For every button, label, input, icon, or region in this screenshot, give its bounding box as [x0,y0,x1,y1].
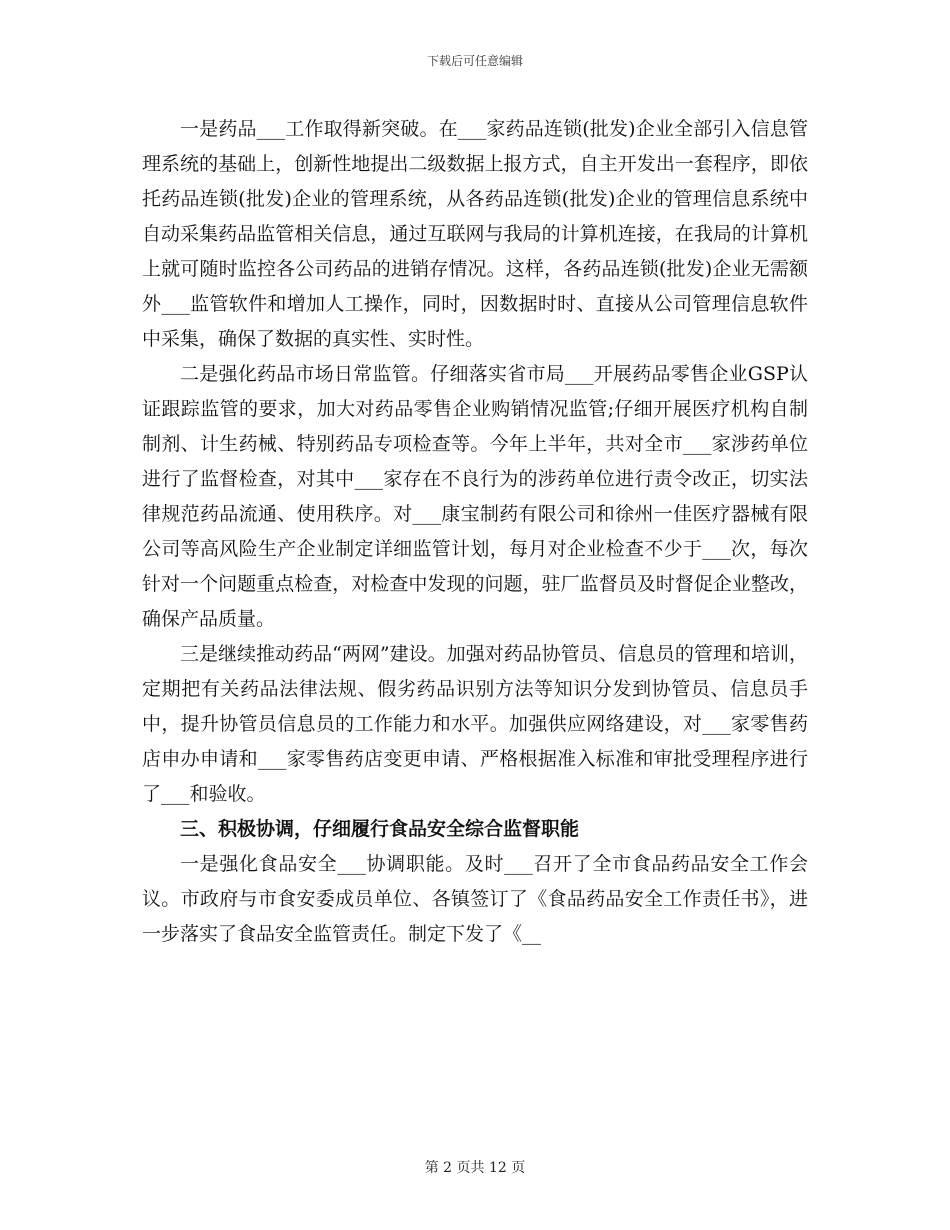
paragraph-drug-info-system: 一是药品___工作取得新突破。在___家药品连锁(批发)企业全部引入信息管理系统的基础上，创新性地提出二级数据上报方式，自主开发出一套程序，即依托药品连锁(批发)企业的管理系统，从各药品连锁(批发)企业的管理信息系统中自动采集药品监管相关信息，通过互联网与我局的计算机连接，在我局的计算机上就可随时监控各公司药品的进销存情况。这样，各药品连锁(批发)企业无需额外___监管软件和增加人工操作，同时，因数据时时、直接从公司管理信息软件中采集，确保了数据的真实性、实时性。 [142,118,808,350]
document-body [142,112,808,952]
paragraph-two-networks: 三是继续推动药品“两网”建设。加强对药品协管员、信息员的管理和培训，定期把有关药品法律法规、假劣药品识别方法等知识分发到协管员、信息员手中，提升协管员信息员的工作能力和水平。加强供应网络建设，对___家零售药店申办申请和___家零售药店变更申请、严格根据准入标准和审批受理程序进行了___和验收。 [142,643,808,805]
page-number: 第 2 页共 12 页 [424,1160,526,1176]
paragraph-food-safety: 一是强化食品安全___协调职能。及时___召开了全市食品药品安全工作会议。市政府与市食安委成员单位、各镇签订了《食品药品安全工作责任书》，进一步落实了食品安全监管责任。制定下发了《__ [142,853,808,945]
section-heading: 三、积极协调，仔细履行食品安全综合监督职能 [180,818,580,840]
paragraph-market-supervision: 二是强化药品市场日常监管。仔细落实省市局___开展药品零售企业GSP认证跟踪监管的要求，加大对药品零售企业购销情况监管;仔细开展医疗机构自制制剂、计生药械、特别药品专项检查等。今年上半年，共对全市___家涉药单位进行了监督检查，对其中___家存在不良行为的涉药单位进行责令改正，切实法律规范药品流通、使用秩序。对___康宝制药有限公司和徐州一佳医疗器械有限公司等高风险生产企业制定详细监管计划，每月对企业检查不少于___次，每次针对一个问题重点检查，对检查中发现的问题，驻厂监督员及时督促企业整改，确保产品质量。 [142,363,808,630]
page-header: 下载后可任意编辑 [426,54,523,68]
